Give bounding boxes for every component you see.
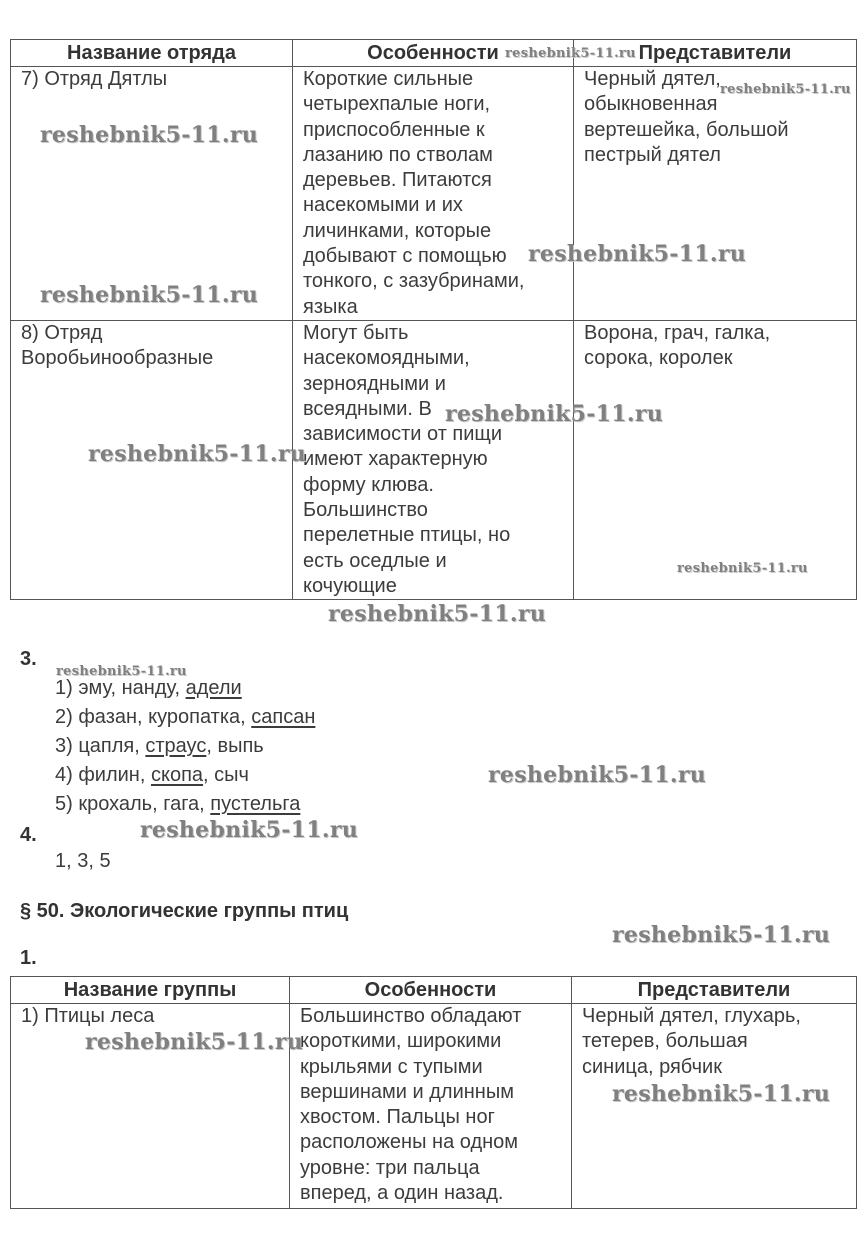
column-header-features: Особенности bbox=[293, 40, 574, 67]
features-cell: Короткие сильные четырехпалые ноги, приспособленные к лазанию по стволам деревьев. Питаются насекомыми и их личинками, которые добывают с помощью тонкого, с зазубринами, языка bbox=[293, 67, 574, 321]
representatives-cell: Черный дятел, глухарь, тетерев, большая синица, рябчик bbox=[572, 1004, 857, 1209]
column-header-features: Особенности bbox=[290, 977, 572, 1004]
list-item: 3) цапля, страус, выпь bbox=[55, 735, 264, 757]
features-cell: Могут быть насекомоядными, зерноядными и всеядными. В зависимости от пищи имеют характерную форму клюва. Большинство перелетные птицы, но есть оседлые и кочующие bbox=[293, 320, 574, 599]
section-1-number: 1. bbox=[20, 947, 37, 969]
watermark: reshebnik5-11.ru bbox=[505, 46, 636, 61]
watermark: reshebnik5-11.ru bbox=[40, 122, 259, 148]
table-header-row bbox=[11, 40, 857, 67]
watermark: reshebnik5-11.ru bbox=[720, 82, 851, 97]
watermark: reshebnik5-11.ru bbox=[328, 601, 547, 627]
underlined-answer: адели bbox=[185, 677, 242, 699]
watermark: reshebnik5-11.ru bbox=[612, 1081, 831, 1107]
paragraph-heading: § 50. Экологические группы птиц bbox=[20, 900, 349, 922]
section-3-number: 3. bbox=[20, 648, 37, 670]
order-name-cell: 8) Отряд Воробьинообразные bbox=[11, 320, 293, 599]
underlined-answer: пустельга bbox=[210, 793, 301, 815]
watermark: reshebnik5-11.ru bbox=[85, 1029, 304, 1055]
underlined-answer: сапсан bbox=[251, 706, 316, 728]
watermark: reshebnik5-11.ru bbox=[528, 241, 747, 267]
watermark: reshebnik5-11.ru bbox=[677, 561, 808, 576]
representatives-cell: Ворона, грач, галка, сорока, королек bbox=[574, 320, 857, 599]
underlined-answer: скопа bbox=[150, 764, 204, 786]
order-name-cell: 7) Отряд Дятлы bbox=[11, 67, 293, 321]
group-name-cell: 1) Птицы леса bbox=[11, 1004, 290, 1209]
column-header-order-name: Название отряда bbox=[11, 40, 293, 67]
list-item: 1) эму, нанду, адели bbox=[55, 677, 242, 699]
watermark: reshebnik5-11.ru bbox=[140, 817, 359, 843]
column-header-representatives: Представители bbox=[574, 40, 857, 67]
column-header-group-name: Название группы bbox=[11, 977, 290, 1004]
list-item: 2) фазан, куропатка, сапсан bbox=[55, 706, 316, 728]
column-header-representatives: Представители bbox=[572, 977, 857, 1004]
underlined-answer: страус bbox=[145, 735, 207, 757]
watermark: reshebnik5-11.ru bbox=[88, 441, 307, 467]
section-4-number: 4. bbox=[20, 824, 37, 846]
list-item: 5) крохаль, гага, пустельга bbox=[55, 793, 301, 815]
watermark: reshebnik5-11.ru bbox=[40, 282, 259, 308]
representatives-cell: Черный дятел, обыкновенная вертешейка, большой пестрый дятел bbox=[574, 67, 857, 321]
watermark: reshebnik5-11.ru bbox=[488, 762, 707, 788]
watermark: reshebnik5-11.ru bbox=[56, 664, 187, 679]
watermark: reshebnik5-11.ru bbox=[612, 922, 831, 948]
section-4-answer: 1, 3, 5 bbox=[55, 850, 111, 872]
table-header-row bbox=[11, 977, 857, 1004]
list-item: 4) филин, скопа, сыч bbox=[55, 764, 249, 786]
watermark: reshebnik5-11.ru bbox=[445, 401, 664, 427]
features-cell: Большинство обладают короткими, широкими крыльями с тупыми вершинами и длинным хвостом. Пальцы ног расположены на одном уровне: три пальца вперед, а один назад. bbox=[290, 1004, 572, 1209]
